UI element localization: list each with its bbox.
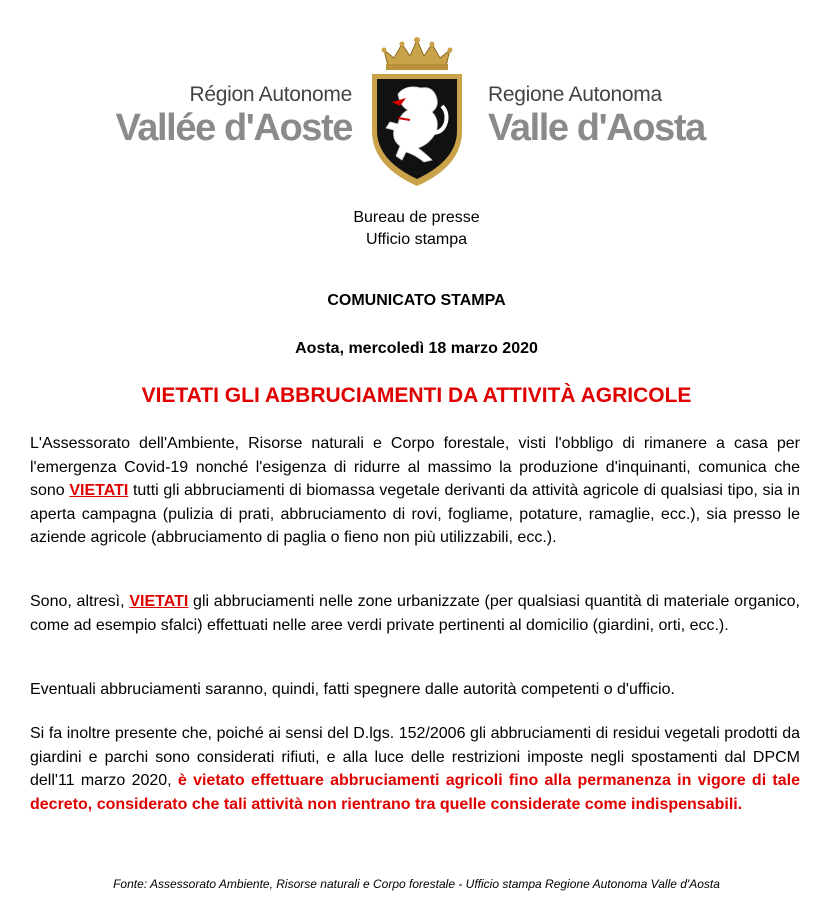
crown-icon (382, 37, 453, 70)
paragraph-4-highlight: è vietato effettuare abbruciamenti agricoli fino alla permanenza in vigore di tale decreto, considerato che tali attività non rientrano tra quelle considerate come indispensabili. (30, 772, 801, 813)
paragraph-2-highlight: VIETATI (129, 593, 189, 610)
paragraph-3: Eventuali abbruciamenti saranno, quindi, fatti spegnere dalle autorità competenti o d'ufficio. (30, 681, 675, 698)
region-label-french: Région Autonome (189, 83, 352, 106)
press-office-italian: Ufficio stampa (365, 231, 468, 248)
paragraph-4-text-a: Si fa inoltre presente che, poiché ai sensi del D.lgs. 152/2006 gli abbruciamenti di residui vegetali prodotti da giardini e parchi sono considerati rifiuti, e alla luce delle restrizioni imposte negli spostamenti dal DPCM dell'11 marzo 2020, (30, 725, 800, 789)
paragraph-2-text-a: Sono, altresì, (30, 593, 130, 610)
press-office-french: Bureau de presse (353, 209, 480, 226)
paragraph-2-text-b: gli abbruciamenti nelle zone urbanizzate (per qualsiasi quantità di materiale organico, come ad esempio sfalci) effettuati nelle aree verdi private pertinenti al domicilio (giardini, orti, ecc.). (30, 593, 800, 634)
document-type: COMUNICATO STAMPA (327, 292, 506, 309)
document-date: Aosta, mercoledì 18 marzo 2020 (295, 340, 538, 357)
paragraph-1-highlight: VIETATI (69, 482, 129, 499)
letterhead (0, 0, 833, 200)
paragraph-1-text-b: tutti gli abbruciamenti di biomassa vegetale derivanti da attività agricole di qualsiasi tipo, sia in aperta campagna (pulizia di prati, abbruciamento di rovi, fogliame, potature, ramaglie, ecc.), sia presso le aziende agricole (abbruciamento di paglia o fieno non più utilizzabili, ecc.). (30, 482, 801, 546)
paragraph-1-text-a: L'Assessorato dell'Ambiente, Risorse naturali e Corpo forestale, visti l'obbligo di rimanere a casa per l'emergenza Covid-19 nonché l'esigenza di ridurre al massimo la produzione d'inquinanti, comunica che sono (30, 435, 800, 499)
source-footer: Fonte: Assessorato Ambiente, Risorse naturali e Corpo forestale - Ufficio stampa Regione Autonoma Valle d'Aosta (113, 877, 720, 891)
paragraph-1 (30, 432, 800, 550)
region-label-italian: Regione Autonoma (488, 83, 662, 106)
paragraph-4 (30, 722, 800, 816)
paragraph-2 (30, 590, 800, 637)
lion-crest-icon (366, 36, 468, 188)
headline: VIETATI GLI ABBRUCIAMENTI DA ATTIVITÀ AGRICOLE (141, 384, 692, 407)
region-name-italian (488, 83, 705, 149)
region-title-italian: Valle d'Aosta (488, 107, 705, 149)
region-name-french (115, 83, 352, 149)
region-title-french: Vallée d'Aoste (115, 107, 352, 149)
